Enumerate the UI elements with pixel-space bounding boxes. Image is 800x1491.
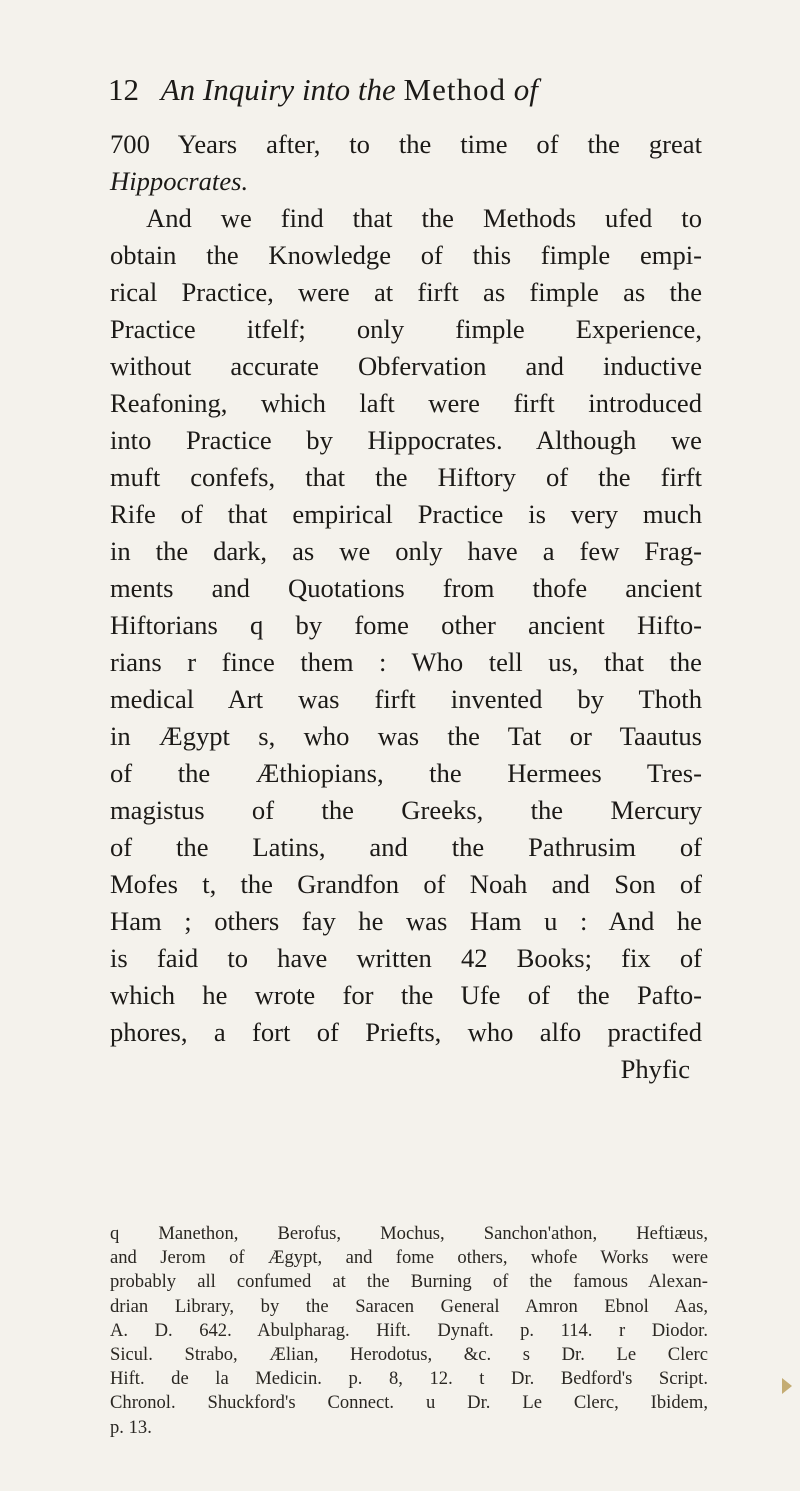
catchword: Phyfic	[620, 1054, 690, 1084]
text-line: which he wrote for the Ufe of the Pafto-	[110, 980, 702, 1010]
text-line: muft confefs, that the Hiftory of the firft	[110, 462, 702, 492]
footnote-line: Chronol. Shuckford's Connect. u Dr. Le Clerc, Ibidem,	[110, 1392, 708, 1414]
text-line: Mofes t, the Grandfon of Noah and Son of	[110, 869, 702, 899]
text-line: obtain the Knowledge of this fimple empi-	[110, 240, 702, 270]
footnote-line: p. 13.	[110, 1416, 152, 1438]
text-line: rical Practice, were at firft as fimple as the	[110, 277, 702, 307]
footnote-line: drian Library, by the Saracen General Amron Ebnol Aas,	[110, 1295, 708, 1317]
running-header	[108, 72, 728, 108]
text-line: without accurate Obfervation and inductive	[110, 351, 702, 381]
footnotes	[110, 1222, 708, 1440]
text-line: of the Latins, and the Pathrusim of	[110, 832, 702, 862]
text-line: medical Art was firft invented by Thoth	[110, 684, 702, 714]
text-line: Hiftorians q by fome other ancient Hifto-	[110, 610, 702, 640]
text-line: Reafoning, which laft were firft introduced	[110, 388, 702, 418]
page-edge-mark-icon	[782, 1378, 792, 1394]
text-line: Hippocrates.	[110, 166, 249, 196]
text-line: Practice itfelf; only fimple Experience,	[110, 314, 702, 344]
text-line: 700 Years after, to the time of the great	[110, 129, 702, 159]
text-line: Ham ; others fay he was Ham u : And he	[110, 906, 702, 936]
text-line: Rife of that empirical Practice is very much	[110, 499, 702, 529]
running-title-of: of	[513, 72, 538, 107]
page-number: 12	[108, 72, 139, 107]
running-title-method: Method	[403, 72, 506, 107]
footnote-line: probably all confumed at the Burning of the famous Alexan-	[110, 1271, 708, 1293]
text-line: rians r fince them : Who tell us, that the	[110, 647, 702, 677]
text-line: is faid to have written 42 Books; fix of	[110, 943, 702, 973]
footnote-line: and Jerom of Ægypt, and fome others, whofe Works were	[110, 1247, 708, 1269]
text-line: And we find that the Methods ufed to	[146, 203, 702, 233]
text-line: ments and Quotations from thofe ancient	[110, 573, 702, 603]
footnote-line: q Manethon, Berofus, Mochus, Sanchon'athon, Heftiæus,	[110, 1223, 708, 1244]
text-line: of the Æthiopians, the Hermees Tres-	[110, 758, 702, 788]
text-line: in Ægypt s, who was the Tat or Taautus	[110, 721, 702, 751]
footnote-line: Sicul. Strabo, Ælian, Herodotus, &c. s Dr. Le Clerc	[110, 1344, 708, 1366]
running-title: An Inquiry into the	[160, 72, 396, 107]
main-text	[110, 126, 702, 1088]
text-line: magistus of the Greeks, the Mercury	[110, 795, 702, 825]
footnote-line: A. D. 642. Abulpharag. Hift. Dynaft. p. 114. r Diodor.	[110, 1319, 708, 1341]
text-line: phores, a fort of Priefts, who alfo practifed	[110, 1017, 702, 1047]
text-line: in the dark, as we only have a few Frag-	[110, 536, 702, 566]
footnote-line: Hift. de la Medicin. p. 8, 12. t Dr. Bedford's Script.	[110, 1368, 708, 1390]
text-line: into Practice by Hippocrates. Although we	[110, 425, 702, 455]
